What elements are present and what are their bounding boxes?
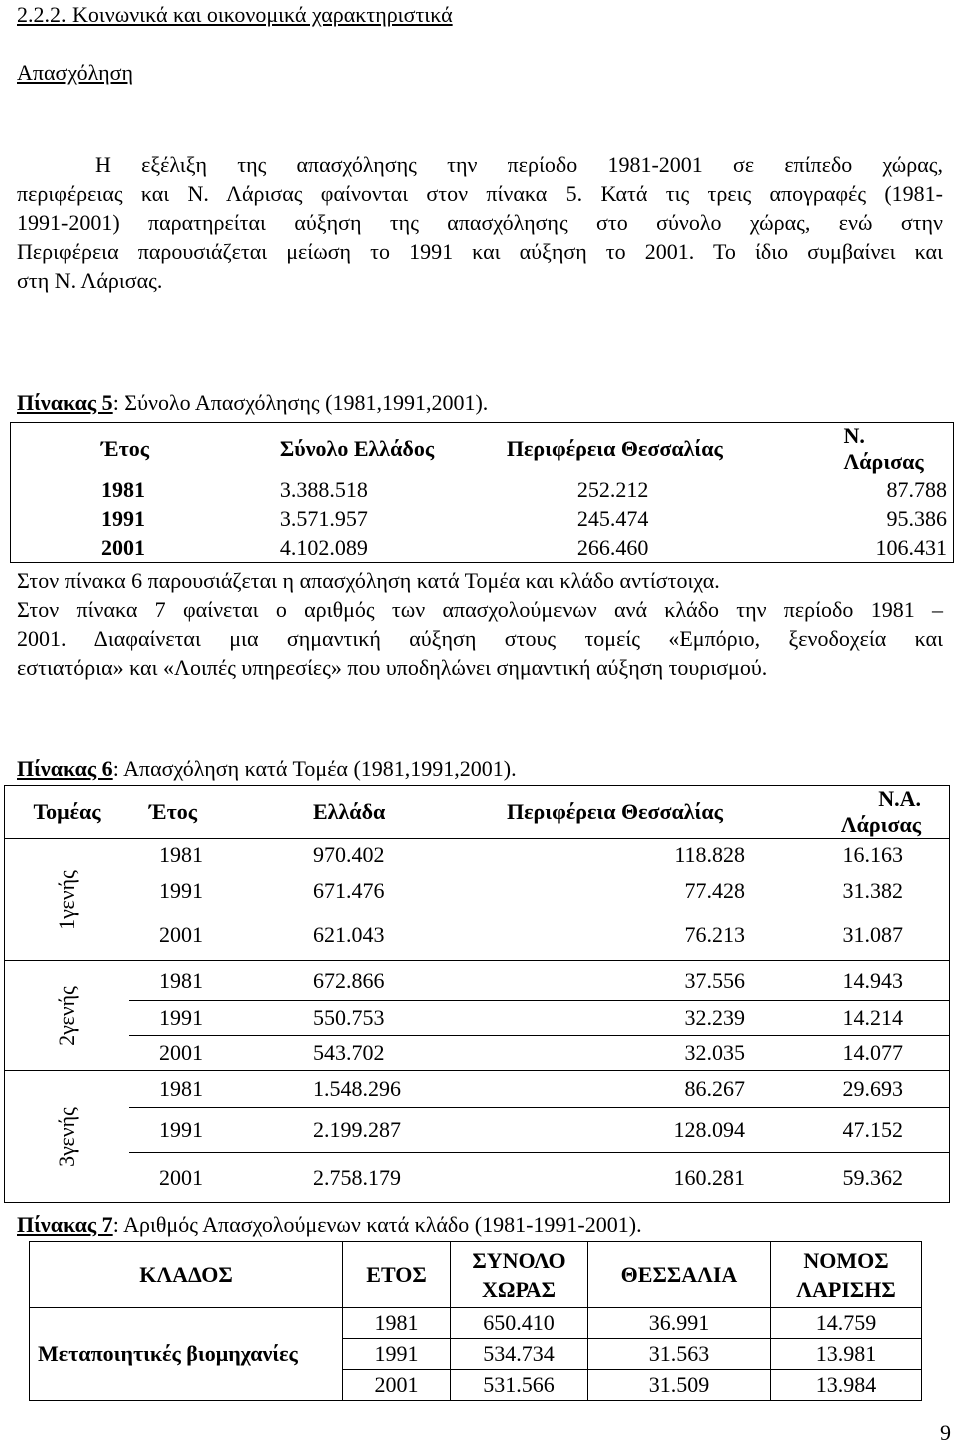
table5-cell: 95.386 (886, 505, 947, 531)
table5-cell: 87.788 (886, 476, 947, 502)
sector-label: 1γενής (54, 869, 79, 930)
table5-header: Ν. Λάρισας (843, 423, 924, 474)
table-row (5, 911, 950, 961)
table5-caption-text: : Σύνολο Απασχόλησης (1981,1991,2001). (112, 390, 489, 415)
table6-cell: 14.943 (813, 961, 950, 1001)
table-row (5, 1001, 950, 1036)
table6-cell: 1991 (129, 1108, 285, 1153)
table6-cell: 77.428 (684, 877, 745, 903)
table-row (11, 533, 954, 563)
table7-cell: 14.759 (771, 1308, 922, 1339)
table7-cell: 36.991 (588, 1308, 771, 1339)
subheading: Απασχόληση (17, 60, 134, 85)
table-row (5, 961, 950, 1001)
table6-cell: 543.702 (285, 1036, 499, 1071)
table6-header: Τομέας (5, 786, 130, 839)
table6-header: Ν.Α. Λάρισας (813, 786, 950, 839)
table5-header: Έτος (101, 436, 149, 461)
table5-header: Σύνολο Ελλάδος (279, 436, 435, 461)
table7-cell: 13.984 (771, 1370, 922, 1401)
table7-cell: 13.981 (771, 1339, 922, 1370)
middle-line: 2001. Διαφαίνεται μια σημαντική αύξηση στους τομείς «Εμπόριο, ξενοδοχεία και (17, 626, 943, 651)
middle-paragraph (17, 566, 943, 682)
table5-cell: 2001 (101, 534, 145, 560)
table6-cell: 14.214 (813, 1001, 950, 1036)
intro-line: περιφέρειας και Ν. Λάρισας φαίνονται στον πίνακα 5. Κατά τις τρεις απογραφές (1981- (17, 181, 943, 206)
table7-cell: 534.734 (451, 1339, 588, 1370)
table7-caption-label: Πίνακας 7 (17, 1212, 113, 1237)
table6-cell: 59.362 (842, 1164, 903, 1190)
table6-cell: 29.693 (813, 1071, 950, 1108)
table6-cell: 128.094 (499, 1108, 813, 1153)
intro-line: Η εξέλιξη της απασχόλησης την περίοδο 1981-2001 σε επίπεδο χώρας, (95, 152, 943, 177)
sector-cell (5, 961, 130, 1071)
table6-cell: 1.548.296 (285, 1071, 499, 1108)
table6-cell: 1981 (129, 961, 285, 1001)
intro-line: Περιφέρεια παρουσιάζεται μείωση το 1991 και αύξηση το 2001. Το ίδιο συμβαίνει και (17, 239, 943, 264)
table6-header: Περιφέρεια Θεσσαλίας (499, 786, 813, 839)
sector-cell (5, 1071, 130, 1203)
table7-cell: 31.509 (588, 1370, 771, 1401)
table6-cell: 31.087 (813, 911, 950, 961)
table-row (5, 1071, 950, 1108)
table7-header: ΣΥΝΟΛΟ ΧΩΡΑΣ (451, 1242, 588, 1308)
table6-cell: 1981 (129, 1071, 285, 1108)
table6-cell: 14.077 (813, 1036, 950, 1071)
intro-line: στη Ν. Λάρισας. (17, 268, 163, 293)
table6-header: Ελλάδα (285, 786, 499, 839)
table-row (5, 1036, 950, 1071)
table6-cell: 2.199.287 (285, 1108, 499, 1153)
table5 (10, 422, 954, 563)
table6-caption-text: : Απασχόληση κατά Τομέα (1981,1991,2001). (112, 756, 517, 781)
table7-branch: Μεταποιητικές βιομηχανίες (30, 1308, 343, 1401)
table7-header: ΝΟΜΟΣ ΛΑΡΙΣΗΣ (771, 1242, 922, 1308)
table5-cell: 266.460 (576, 534, 649, 560)
table6-header-row (5, 786, 950, 839)
table7-cell: 2001 (343, 1370, 451, 1401)
table6-cell: 621.043 (285, 911, 499, 961)
table6-cell: 1981 (159, 841, 203, 867)
table6-cell: 37.556 (499, 961, 813, 1001)
table6-cell: 47.152 (813, 1108, 950, 1153)
table7-cell: 650.410 (451, 1308, 588, 1339)
table6-caption (17, 756, 517, 782)
table7-caption (17, 1212, 642, 1238)
table6-cell: 671.476 (313, 877, 385, 903)
table5-header: Περιφέρεια Θεσσαλίας (506, 436, 723, 461)
table-row (5, 871, 950, 911)
table-row (5, 1108, 950, 1153)
table5-cell: 1981 (101, 476, 145, 502)
page-number: 9 (940, 1420, 951, 1445)
sector-label: 2γενής (54, 985, 79, 1046)
table7-header-row (30, 1242, 922, 1308)
table6-cell: 2.758.179 (313, 1164, 401, 1190)
table5-cell: 252.212 (576, 476, 649, 502)
table7-header: ΘΕΣΣΑΛΙΑ (588, 1242, 771, 1308)
table6-caption-label: Πίνακας 6 (17, 756, 113, 781)
table-row (11, 475, 954, 504)
middle-line: εστιατόρια» και «Λοιπές υπηρεσίες» που υποδηλώνει σημαντική αύξηση τουρισμού. (17, 655, 768, 680)
table6 (4, 785, 950, 1203)
table-row (30, 1308, 922, 1339)
middle-line: Στον πίνακα 6 παρουσιάζεται η απασχόληση κατά Τομέα και κλάδο αντίστοιχα. (17, 568, 720, 593)
table7-header: ΚΛΑΔΟΣ (30, 1242, 343, 1308)
table7-cell: 1991 (343, 1339, 451, 1370)
section-heading: 2.2.2. Κοινωνικά και οικονομικά χαρακτηριστικά (17, 2, 453, 27)
table6-cell: 2001 (129, 1036, 285, 1071)
table6-cell: 1991 (129, 1001, 285, 1036)
intro-paragraph (17, 150, 943, 295)
middle-line: Στον πίνακα 7 φαίνεται ο αριθμός των απασχολούμενων ανά κλάδο την περίοδο 1981 – (17, 597, 943, 622)
table5-caption (17, 390, 488, 416)
table6-cell: 1991 (159, 877, 203, 903)
table7-caption-text: : Αριθμός Απασχολούμενων κατά κλάδο (1981-1991-2001). (112, 1212, 642, 1237)
table7-cell: 31.563 (588, 1339, 771, 1370)
table7-header: ΕΤΟΣ (343, 1242, 451, 1308)
table6-cell: 31.382 (842, 877, 903, 903)
table5-cell: 4.102.089 (279, 534, 368, 560)
table6-cell: 32.035 (499, 1036, 813, 1071)
table5-cell: 3.388.518 (279, 476, 368, 502)
table7-cell: 1981 (343, 1308, 451, 1339)
intro-line: 1991-2001) παρατηρείται αύξηση της απασχόλησης στο σύνολο χώρας, ενώ στην (17, 210, 943, 235)
table6-header: Έτος (129, 786, 285, 839)
table6-cell: 2001 (159, 1164, 203, 1190)
table5-cell: 245.474 (576, 505, 649, 531)
table6-cell: 118.828 (674, 841, 745, 867)
table6-cell: 86.267 (499, 1071, 813, 1108)
table6-cell: 970.402 (313, 841, 385, 867)
sector-label: 3γενής (54, 1106, 79, 1167)
table5-cell: 3.571.957 (279, 505, 368, 531)
table6-cell: 550.753 (285, 1001, 499, 1036)
table6-cell: 160.281 (673, 1164, 745, 1190)
table5-header-row (11, 423, 954, 476)
table-row (5, 1153, 950, 1203)
table-row (5, 839, 950, 871)
table6-cell: 16.163 (842, 841, 903, 867)
table6-cell: 672.866 (285, 961, 499, 1001)
table7-cell: 531.566 (451, 1370, 588, 1401)
table5-caption-label: Πίνακας 5 (17, 390, 113, 415)
table6-cell: 32.239 (499, 1001, 813, 1036)
table5-cell: 106.431 (875, 534, 947, 560)
table6-cell: 76.213 (499, 911, 813, 961)
table7 (29, 1241, 922, 1401)
table-row (11, 504, 954, 533)
sector-cell (5, 839, 130, 961)
table5-cell: 1991 (101, 505, 145, 531)
table6-cell: 2001 (129, 911, 285, 961)
